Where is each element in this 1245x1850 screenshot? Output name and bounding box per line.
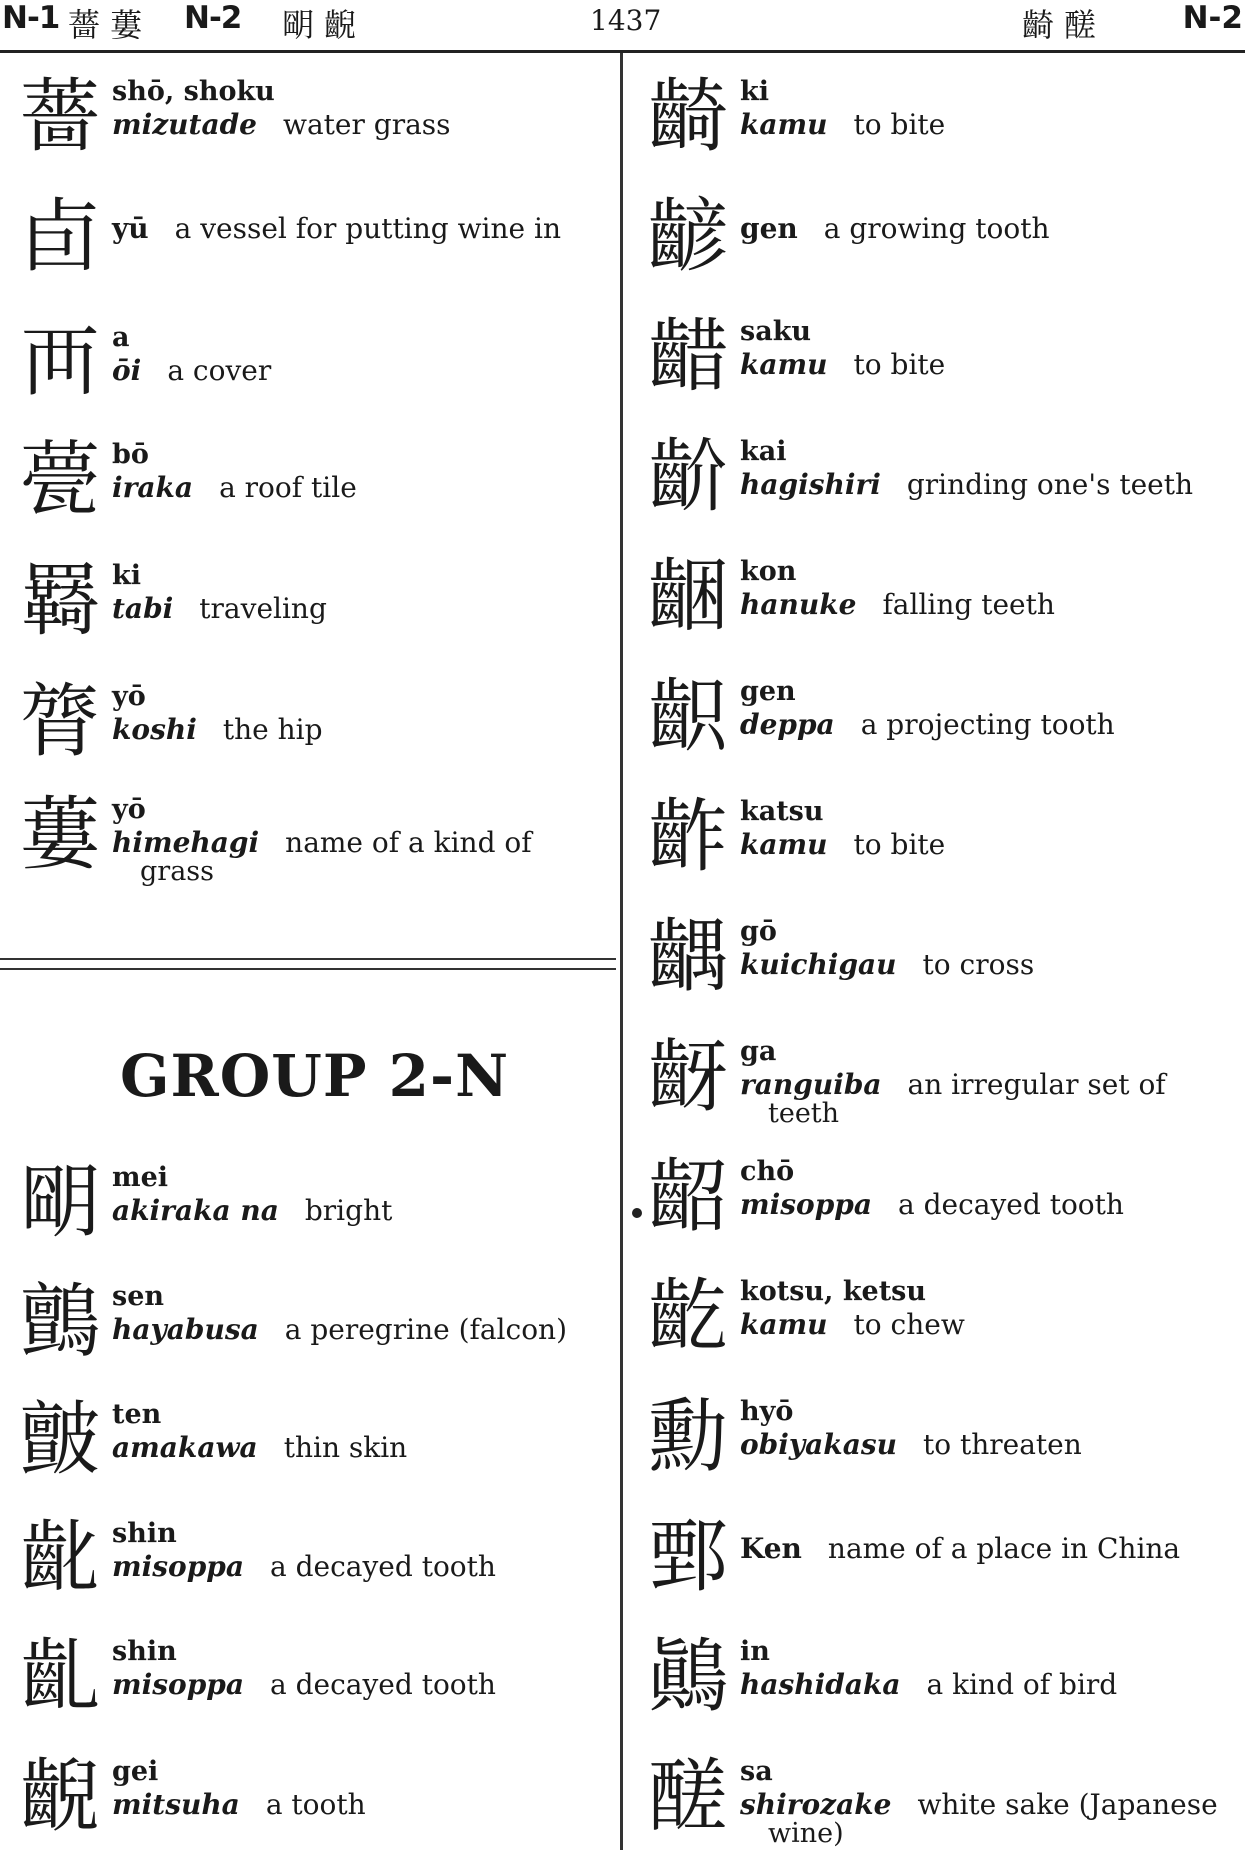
entry-japanese: hanuke: [740, 588, 857, 621]
entry-kanji: 齰: [648, 310, 728, 403]
entry-meaning: to bite: [853, 348, 946, 381]
entry-gloss-line: [112, 713, 323, 746]
section-rule-bottom: [0, 968, 616, 970]
entry-meaning: name of a kind of: [285, 826, 532, 859]
entry-gloss-line: [112, 354, 271, 387]
bullet-marker: [632, 1208, 642, 1218]
dictionary-entry: [638, 72, 1238, 182]
entry-meaning: a projecting tooth: [860, 708, 1115, 741]
entry-continuation: wine): [768, 1818, 844, 1849]
entry-kanji: 醝: [648, 1750, 728, 1843]
entry-japanese: kamu: [740, 828, 828, 861]
dictionary-entry: [638, 552, 1238, 662]
entry-meaning: to threaten: [922, 1428, 1082, 1461]
entry-gloss-line: [740, 348, 945, 381]
entry-meaning: a growing tooth: [823, 212, 1050, 245]
header-left-code-2: N-2: [184, 0, 242, 36]
entry-meaning: water grass: [283, 108, 451, 141]
dictionary-entry: [638, 1752, 1238, 1850]
entry-meaning: a cover: [167, 354, 272, 387]
dictionary-entry: [10, 556, 610, 666]
entry-gloss-line: [740, 708, 1115, 741]
dictionary-entry: [638, 1392, 1238, 1502]
entry-reading: sen: [112, 1281, 165, 1312]
entry-japanese: gen: [740, 212, 798, 245]
entry-reading: gō: [740, 916, 777, 947]
entry-reading: saku: [740, 316, 812, 347]
entry-meaning: a tooth: [265, 1788, 366, 1821]
entry-kanji: 齞: [648, 670, 728, 763]
entry-gloss-line: [740, 468, 1193, 501]
dictionary-entry: [10, 1158, 610, 1268]
entry-reading: kai: [740, 436, 787, 467]
dictionary-entry: [10, 72, 610, 182]
dictionary-entry: [10, 1395, 610, 1505]
entry-meaning: traveling: [199, 592, 327, 625]
entry-reading: ki: [740, 76, 769, 107]
entry-reading: bō: [112, 439, 149, 470]
entry-kanji: 齚: [648, 790, 728, 883]
entry-reading: sa: [740, 1756, 773, 1787]
entry-kanji: 襾: [20, 316, 100, 409]
entry-kanji: 薔: [20, 70, 100, 163]
dictionary-entry: [10, 677, 610, 787]
entry-japanese: hagishiri: [740, 468, 881, 501]
entry-meaning: thin skin: [283, 1431, 408, 1464]
entry-kanji: 齔: [20, 1512, 100, 1605]
entry-meaning: white sake (Japanese: [917, 1788, 1218, 1821]
entry-reading: mei: [112, 1162, 169, 1193]
entry-japanese: amakawa: [112, 1431, 258, 1464]
entry-kanji: 齘: [648, 430, 728, 523]
entry-japanese: obiyakasu: [740, 1428, 897, 1461]
entry-reading: a: [112, 322, 130, 353]
dictionary-entry: [638, 912, 1238, 1022]
entry-gloss-line: [740, 1668, 1117, 1701]
dictionary-entry: [10, 192, 610, 302]
entry-kanji: 齓: [20, 1630, 100, 1723]
entry-reading: hyō: [740, 1396, 794, 1427]
entry-meaning: bright: [304, 1194, 393, 1227]
entry-kanji: 齠: [648, 1150, 728, 1243]
entry-gloss-line: [112, 592, 327, 625]
entry-reading: gen: [740, 676, 796, 707]
entry-japanese: shirozake: [740, 1788, 892, 1821]
entry-meaning: a kind of bird: [926, 1668, 1118, 1701]
dictionary-entry: [10, 1632, 610, 1742]
entry-kanji: 齴: [648, 190, 728, 283]
entry-reading: yō: [112, 681, 146, 712]
entry-gloss-line: [740, 108, 945, 141]
entry-reading: chō: [740, 1156, 795, 1187]
header-left-code: N-1: [2, 0, 60, 36]
entry-japanese: hayabusa: [112, 1313, 259, 1346]
entry-gloss-line: [740, 1428, 1082, 1461]
entry-reading: shō, shoku: [112, 76, 275, 107]
entry-japanese: misoppa: [112, 1668, 245, 1701]
entry-reading: kon: [740, 556, 797, 587]
dictionary-entry: [638, 312, 1238, 422]
dictionary-entry: [638, 432, 1238, 542]
page-number: 1437: [590, 4, 662, 37]
entry-gloss-line: [112, 1431, 407, 1464]
entry-kanji: 齵: [648, 910, 728, 1003]
entry-meaning: to chew: [853, 1308, 965, 1341]
entry-gloss-line: [740, 1788, 1218, 1821]
dictionary-entry: [638, 1632, 1238, 1742]
entry-kanji: 齕: [648, 1270, 728, 1363]
entry-continuation: teeth: [768, 1098, 840, 1129]
entry-japanese: kuichigau: [740, 948, 897, 981]
entry-gloss-line: [740, 1308, 965, 1341]
entry-japanese: hashidaka: [740, 1668, 901, 1701]
entry-japanese: tabi: [112, 592, 174, 625]
section-rule-top: [0, 958, 616, 960]
entry-kanji: 齖: [648, 1030, 728, 1123]
entry-gloss-line: [740, 1532, 1180, 1565]
entry-reading: shin: [112, 1636, 177, 1667]
entry-japanese: iraka: [112, 471, 194, 504]
entry-meaning: a decayed tooth: [270, 1550, 496, 1583]
column-divider: [620, 53, 623, 1850]
entry-japanese: koshi: [112, 713, 197, 746]
dictionary-entry: [638, 1152, 1238, 1262]
entry-reading: yō: [112, 794, 146, 825]
entry-japanese: mitsuha: [112, 1788, 240, 1821]
entry-meaning: a peregrine (falcon): [284, 1313, 568, 1346]
entry-reading: ten: [112, 1399, 162, 1430]
header-left-kanji-2: 朙 齯: [282, 6, 357, 44]
entry-meaning: a vessel for putting wine in: [174, 212, 561, 245]
entry-gloss-line: [740, 948, 1034, 981]
entry-reading: in: [740, 1636, 770, 1667]
entry-gloss-line: [112, 1550, 496, 1583]
entry-meaning: to cross: [922, 948, 1035, 981]
entry-gloss-line: [112, 1788, 366, 1821]
dictionary-entry: [10, 435, 610, 545]
dictionary-entry: [10, 1514, 610, 1624]
entry-kanji: 膂: [20, 675, 100, 768]
entry-gloss-line: [112, 826, 532, 859]
dictionary-entry: [638, 1272, 1238, 1382]
entry-kanji: 齫: [648, 550, 728, 643]
dictionary-entry: [638, 1512, 1238, 1622]
entry-kanji: 齯: [20, 1750, 100, 1843]
entry-gloss-line: [740, 212, 1050, 245]
group-heading: GROUP 2-N: [120, 1042, 510, 1110]
entry-gloss-line: [740, 828, 945, 861]
entry-meaning: to bite: [853, 828, 946, 861]
dictionary-entry: [10, 318, 610, 428]
entry-japanese: ōi: [112, 354, 142, 387]
entry-japanese: kamu: [740, 348, 828, 381]
entry-meaning: grinding one's teeth: [906, 468, 1194, 501]
entry-meaning: the hip: [222, 713, 323, 746]
dictionary-entry: [638, 672, 1238, 782]
entry-meaning: a roof tile: [219, 471, 357, 504]
entry-meaning: name of a place in China: [827, 1532, 1181, 1565]
entry-meaning: falling teeth: [882, 588, 1055, 621]
entry-japanese: misoppa: [740, 1188, 873, 1221]
entry-gloss-line: [112, 108, 451, 141]
entry-meaning: to bite: [853, 108, 946, 141]
entry-japanese: himehagi: [112, 826, 260, 859]
entry-japanese: ranguiba: [740, 1068, 882, 1101]
entry-japanese: mizutade: [112, 108, 257, 141]
entry-kanji: 勳: [648, 1390, 728, 1483]
dictionary-entry: [638, 1032, 1238, 1142]
entry-reading: ga: [740, 1036, 777, 1067]
entry-kanji: 齮: [648, 70, 728, 163]
dictionary-entry: [638, 792, 1238, 902]
entry-kanji: 羇: [20, 554, 100, 647]
entry-reading: katsu: [740, 796, 824, 827]
entry-japanese: Ken: [740, 1532, 802, 1565]
entry-gloss-line: [740, 1068, 1166, 1101]
entry-kanji: 甍: [20, 433, 100, 526]
entry-reading: gei: [112, 1756, 159, 1787]
entry-gloss-line: [112, 1194, 392, 1227]
dictionary-entry: [10, 1277, 610, 1387]
entry-gloss-line: [740, 1188, 1124, 1221]
entry-japanese: kamu: [740, 108, 828, 141]
header-right-code: N-2: [1182, 0, 1243, 36]
page-header: [0, 0, 1245, 52]
entry-japanese: akiraka na: [112, 1194, 279, 1227]
entry-kanji: 鸇: [20, 1275, 100, 1368]
entry-reading: ki: [112, 560, 141, 591]
dictionary-entry: [10, 1752, 610, 1850]
entry-gloss-line: [112, 212, 561, 245]
entry-gloss-line: [740, 588, 1055, 621]
entry-japanese: misoppa: [112, 1550, 245, 1583]
entry-kanji: 卣: [20, 190, 100, 283]
dictionary-entry: [10, 790, 610, 900]
entry-kanji: 朙: [20, 1156, 100, 1249]
entry-kanji: 皽: [20, 1393, 100, 1486]
entry-gloss-line: [112, 471, 357, 504]
header-left-kanji: 薔 蔞: [68, 6, 143, 44]
entry-kanji: 鄄: [648, 1510, 728, 1603]
header-right-kanji: 齮 醝: [1022, 6, 1097, 44]
entry-meaning: a decayed tooth: [270, 1668, 496, 1701]
entry-kanji: 蔞: [20, 788, 100, 881]
entry-meaning: an irregular set of: [907, 1068, 1166, 1101]
dictionary-entry: [638, 192, 1238, 302]
entry-japanese: yū: [112, 212, 149, 245]
entry-gloss-line: [112, 1313, 567, 1346]
entry-continuation: grass: [140, 856, 214, 887]
entry-meaning: a decayed tooth: [898, 1188, 1124, 1221]
entry-kanji: 鷆: [648, 1630, 728, 1723]
entry-japanese: deppa: [740, 708, 835, 741]
entry-reading: shin: [112, 1518, 177, 1549]
entry-gloss-line: [112, 1668, 496, 1701]
entry-reading: kotsu, ketsu: [740, 1276, 927, 1307]
entry-japanese: kamu: [740, 1308, 828, 1341]
